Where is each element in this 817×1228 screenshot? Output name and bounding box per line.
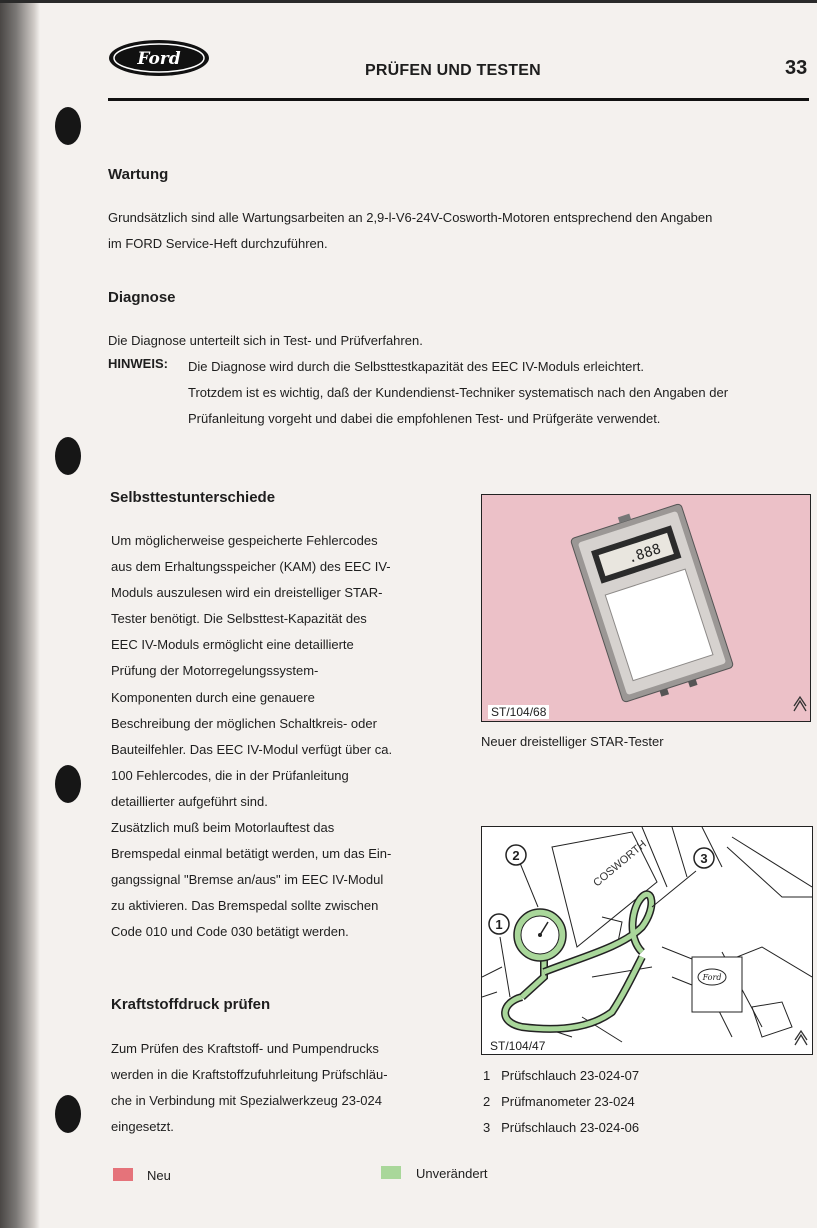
legend-item — [483, 1068, 639, 1083]
figure-code: ST/104/47 — [490, 1039, 546, 1053]
star-tester-illustration — [482, 495, 810, 721]
selbsttest-paragraph — [111, 528, 441, 946]
legend-text: Prüfschlauch 23-024-07 — [501, 1068, 640, 1083]
figure-code: ST/104/68 — [488, 705, 549, 719]
text-line: Prüfanleitung vorgeht und dabei die empfohlenen Test- und Prüfgeräte verwendet. — [188, 411, 661, 426]
text-line: Tester benötigt. Die Selbsttest-Kapazität des — [111, 611, 367, 627]
legend-number: 3 — [483, 1120, 491, 1135]
hinweis-label: HINWEIS: — [108, 356, 168, 371]
page-number: 33 — [785, 57, 808, 79]
diagnose-intro: Die Diagnose unterteilt sich in Test- und Prüfverfahren. — [108, 333, 423, 348]
punch-hole — [55, 765, 81, 803]
text-line: Prüfung der Motorregelungssystem- — [111, 663, 319, 679]
text-line: im FORD Service-Heft durchzuführen. — [108, 236, 328, 251]
svg-text:Ford: Ford — [137, 49, 181, 69]
fuel-pressure-illustration — [482, 827, 812, 1054]
text-line: eingesetzt. — [111, 1119, 174, 1135]
footer-neu-label: Neu — [147, 1168, 171, 1183]
text-line: Beschreibung der möglichen Schaltkreis- oder — [111, 715, 377, 731]
text-line: Bremspedal einmal betätigt werden, um das Ein- — [111, 846, 392, 862]
page-title: PRÜFEN UND TESTEN — [365, 62, 541, 79]
text-line: zu aktivieren. Das Bremspedal sollte zwischen — [111, 898, 379, 914]
punch-hole — [55, 107, 81, 145]
svg-text:COSWORTH: COSWORTH — [591, 838, 649, 890]
legend-text: Prüfmanometer 23-024 — [501, 1094, 635, 1109]
heading-selbsttest: Selbsttestunterschiede — [110, 489, 276, 506]
text-line: Zum Prüfen des Kraftstoff- und Pumpendrucks — [111, 1041, 379, 1056]
text-line: EEC IV-Moduls ermöglicht eine detaillierte — [111, 637, 354, 653]
swatch-neu — [113, 1168, 133, 1181]
svg-text:1: 1 — [495, 917, 503, 932]
figure-caption: Neuer dreistelliger STAR-Tester — [481, 734, 664, 749]
text-line: 100 Fehlercodes, die in der Prüfanleitung — [111, 767, 349, 783]
legend-number: 1 — [483, 1068, 491, 1083]
punch-hole — [55, 437, 81, 475]
figure-fuel-pressure — [481, 826, 813, 1055]
footer-unveraendert-label: Unverändert — [416, 1166, 488, 1181]
legend-item — [483, 1094, 635, 1109]
text-line: detaillierter aufgeführt sind. — [111, 793, 268, 809]
heading-wartung: Wartung — [108, 166, 169, 183]
text-line: aus dem Erhaltungsspeicher (KAM) des EEC IV- — [111, 559, 391, 575]
svg-text:2: 2 — [512, 848, 520, 863]
text-line: Trotzdem ist es wichtig, daß der Kundendienst-Techniker systematisch nach den Angaben der — [188, 385, 729, 400]
text-line: gangssignal "Bremse an/aus" im EEC IV-Modul — [111, 872, 384, 888]
text-line: Grundsätzlich sind alle Wartungsarbeiten an 2,9-l-V6-24V-Cosworth-Motoren entsprechend den Angaben — [108, 210, 713, 225]
heading-kraftstoff: Kraftstoffdruck prüfen — [111, 996, 271, 1013]
svg-text:3: 3 — [700, 851, 708, 866]
legend-text: Prüfschlauch 23-024-06 — [501, 1120, 640, 1135]
svg-text:.888: .888 — [625, 541, 663, 567]
header-rule — [108, 98, 809, 101]
kraftstoff-paragraph — [111, 1036, 441, 1140]
punch-hole — [55, 1095, 81, 1133]
top-edge-line — [0, 0, 817, 3]
heading-diagnose: Diagnose — [108, 289, 176, 306]
wartung-paragraph — [108, 205, 808, 257]
text-line: Bauteilfehler. Das EEC IV-Modul verfügt über ca. — [111, 741, 393, 757]
text-line: Komponenten durch eine genauere — [111, 689, 315, 705]
hinweis-text — [188, 354, 808, 432]
svg-text:Ford: Ford — [702, 973, 722, 982]
binding-spine — [0, 0, 40, 1228]
swatch-unveraendert — [381, 1166, 401, 1179]
text-line: Zusätzlich muß beim Motorlauftest das — [111, 820, 335, 836]
text-line: che in Verbindung mit Spezialwerkzeug 23-024 — [111, 1093, 383, 1109]
text-line: werden in die Kraftstoffzufuhrleitung Prüfschläu- — [111, 1067, 388, 1083]
text-line: Moduls auszulesen wird ein dreistelliger STAR- — [111, 585, 383, 601]
legend-item — [483, 1120, 639, 1135]
text-line: Die Diagnose wird durch die Selbsttestkapazität des EEC IV-Moduls erleichtert. — [188, 359, 644, 374]
text-line: Code 010 und Code 030 betätigt werden. — [111, 924, 349, 940]
figure-star-tester — [481, 494, 811, 722]
ford-logo — [107, 38, 211, 78]
legend-number: 2 — [483, 1094, 491, 1109]
text-line: Um möglicherweise gespeicherte Fehlercodes — [111, 533, 378, 548]
